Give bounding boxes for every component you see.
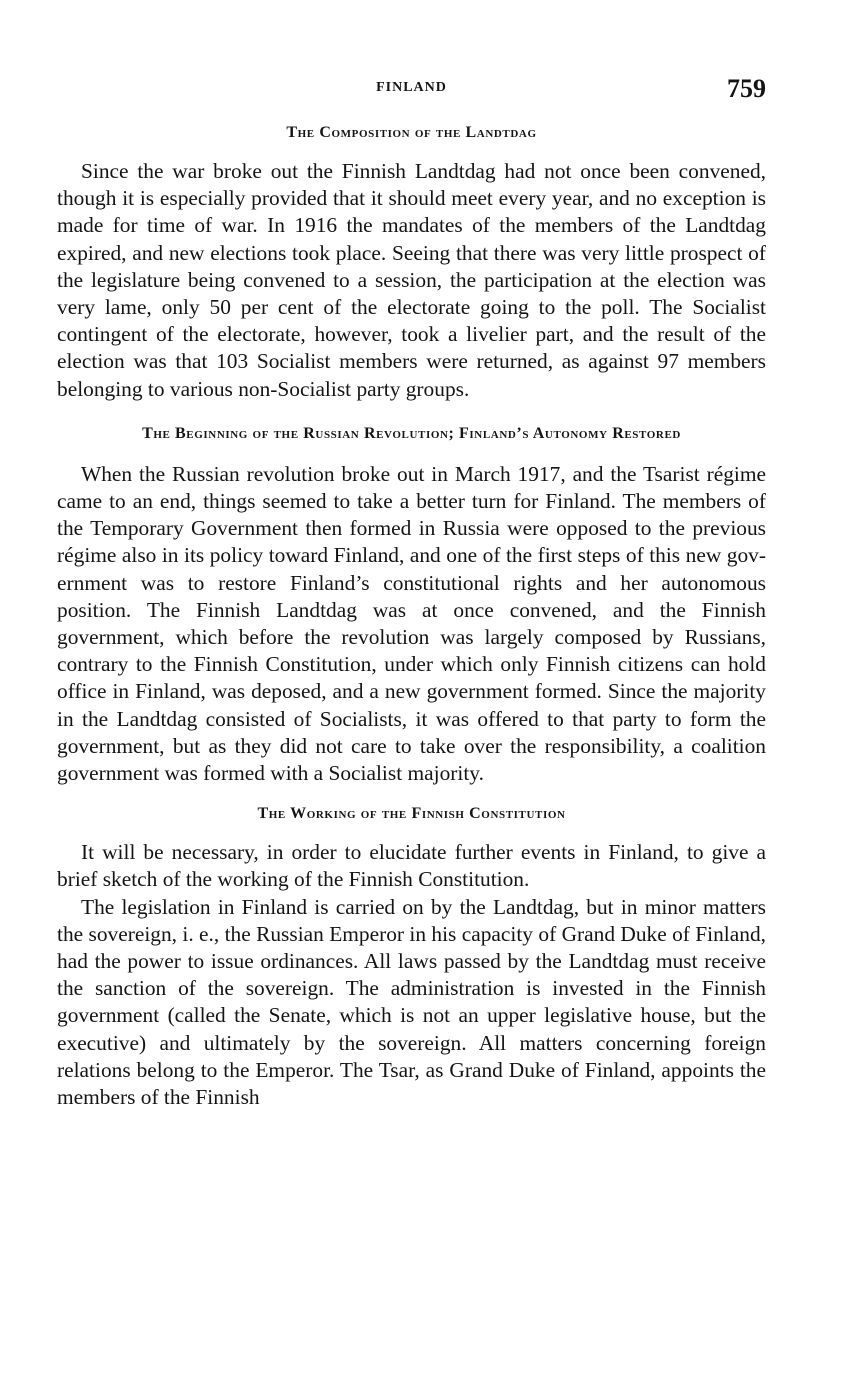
section-heading: The Working of the Finnish Constitution [257,805,566,823]
section-heading: The Composition of the Landtdag [286,124,537,141]
book-page [57,74,766,1111]
body-paragraph: It will be necessary, in order to elucidate further events in Finland, to give a brief sketch of the working of the Finnish Constitution. [57,840,766,892]
page-number: 759 [727,74,766,103]
section-composition-of-landtdag [57,120,766,403]
running-header [57,74,766,108]
body-paragraph: Since the war broke out the Finnish Landtdag had not once been convened, though it is especially provided that it should meet every year, and no exception is made for time of war. In 1916 the mandates of the members of the Landtdag expired, and new elections took place. Seeing that there was very little prospect of the legislature being convened to a session, the participation at the election was very lame, only 50 per cent of the electorate going to the poll. The Socialist contingent of the electorate, however, took a livelier part, and the result of the election was that 103 Socialist members were returned, as against 97 members belonging to various non-Socialist party groups. [57,159,766,401]
section-heading: The Beginning of the Russian Revolution; Finland’s Autonomy Restored [142,424,681,442]
section-working-of-constitution [57,801,766,1111]
body-paragraph: When the Russian revolution broke out in March 1917, and the Tsarist régime came to an end, things seemed to take a better turn for Finland. The members of the Temporary Government then formed in Russia were opposed to the previous régime also in its policy toward Finland, and one of the first steps of this new government was to restore Finland’s constitutional rights and her autonomous position. The Finnish Landtdag was at once convened, and the Finnish government, which before the revolution was largely composed by Russians, contrary to the Finnish Constitution, under which only Finnish citizens can hold office in Finland, was deposed, and a new government formed. Since the majority in the Landtdag consisted of Socialists, it was offered to that party to form the government, but as they did not care to take over the responsibility, a coalition government was formed with a Socialist majority. [57,461,766,786]
body-paragraph: The legislation in Finland is carried on by the Landtdag, but in minor matters the sovereign, i. e., the Russian Emperor in his capacity of Grand Duke of Finland, had the power to issue ordinances. All laws passed by the Landtdag must receive the sanction of the sovereign. The administration is invested in the Finnish government (called the Senate, which is not an upper legislative house, but the executive) and ultimately by the sovereign. All matters concerning foreign relations belong to the Emperor. The Tsar, as Grand Duke of Finland, appoints the members of the Finnish [57,894,766,1110]
running-title: FINLAND [376,80,447,95]
section-russian-revolution [57,421,766,787]
